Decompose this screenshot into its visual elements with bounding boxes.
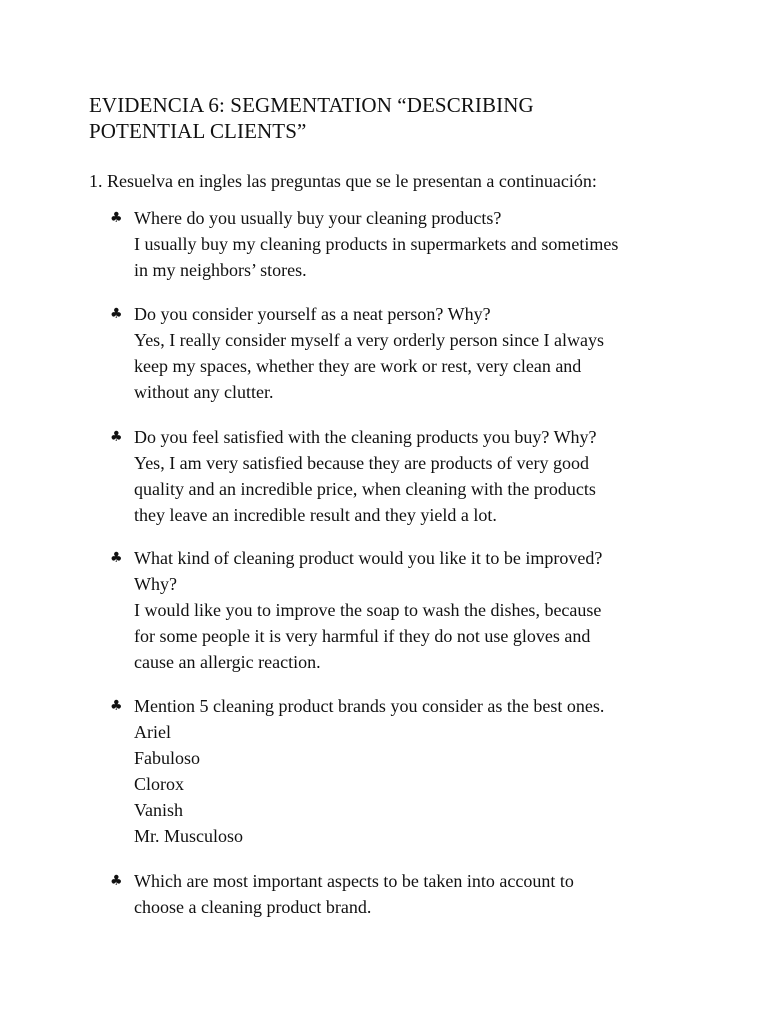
answer-line: I would like you to improve the soap to wash the dishes, because [134, 600, 602, 620]
brand-item: Mr. Musculoso [134, 826, 244, 846]
question-text: Mention 5 cleaning product brands you consider as the best ones. [134, 696, 605, 716]
title-line: EVIDENCIA 6: SEGMENTATION “DESCRIBING [89, 93, 534, 117]
question-text: What kind of cleaning product would you like it to be improved? [134, 548, 603, 568]
question-answer [134, 205, 674, 283]
brand-item: Vanish [134, 800, 183, 820]
question-text: Where do you usually buy your cleaning products? [134, 208, 502, 228]
answer-line: they leave an incredible result and they yield a lot. [134, 505, 497, 525]
document-title [89, 92, 689, 144]
club-bullet-icon: ♣ [110, 210, 123, 226]
answer-line: Yes, I really consider myself a very orderly person since I always [134, 330, 605, 350]
answer-line: for some people it is very harmful if they do not use gloves and [134, 626, 591, 646]
answer-line: without any clutter. [134, 382, 274, 402]
question-text: Do you consider yourself as a neat person? Why? [134, 304, 491, 324]
question-text: Why? [134, 574, 177, 594]
club-bullet-icon: ♣ [110, 306, 123, 322]
answer-line: quality and an incredible price, when cleaning with the products [134, 479, 596, 499]
question-text: Which are most important aspects to be taken into account to [134, 871, 574, 891]
question-answer [134, 545, 674, 675]
answer-line: cause an allergic reaction. [134, 652, 321, 672]
brand-item: Clorox [134, 774, 185, 794]
club-bullet-icon: ♣ [110, 873, 123, 889]
brand-item: Fabuloso [134, 748, 201, 768]
title-line: POTENTIAL CLIENTS” [89, 119, 307, 143]
answer-line: keep my spaces, whether they are work or rest, very clean and [134, 356, 582, 376]
question-answer [134, 868, 674, 920]
instruction-text: 1. Resuelva en ingles las preguntas que se le presentan a continuación: [89, 171, 597, 191]
club-bullet-icon: ♣ [110, 698, 123, 714]
question-text: choose a cleaning product brand. [134, 897, 372, 917]
question-answer [134, 301, 674, 405]
answer-line: in my neighbors’ stores. [134, 260, 307, 280]
brand-item: Ariel [134, 722, 171, 742]
answer-line: Yes, I am very satisfied because they are products of very good [134, 453, 590, 473]
answer-line: I usually buy my cleaning products in supermarkets and sometimes [134, 234, 619, 254]
club-bullet-icon: ♣ [110, 550, 123, 566]
question-text: Do you feel satisfied with the cleaning products you buy? Why? [134, 427, 597, 447]
question-answer [134, 693, 674, 849]
question-answer [134, 424, 674, 528]
club-bullet-icon: ♣ [110, 429, 123, 445]
